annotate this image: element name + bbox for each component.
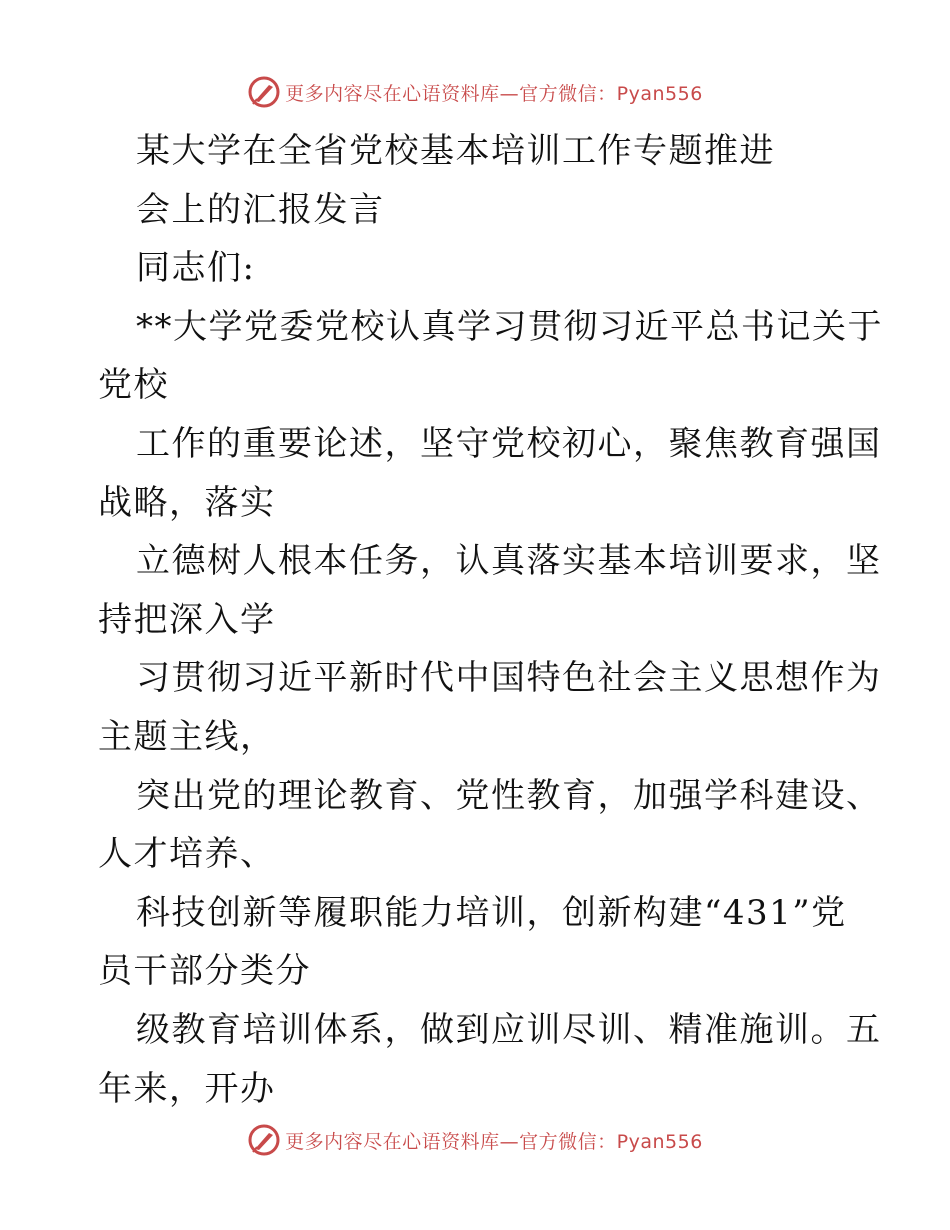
paragraph-line: 级教育培训体系，做到应训尽训、精准施训。五	[136, 1009, 882, 1050]
header-banner	[0, 72, 950, 112]
banner-wechat-id: Pyan556	[616, 1130, 703, 1153]
quill-pen-logo-icon	[247, 75, 281, 109]
banner-text	[285, 1127, 703, 1154]
document-body	[98, 122, 883, 1118]
paragraph-line: 党校	[98, 365, 169, 406]
footer-banner	[0, 1120, 950, 1160]
paragraph-line: 科技创新等履职能力培训，创新构建“431”党	[136, 892, 847, 933]
paragraph-line: 主题主线，	[98, 716, 276, 757]
banner-wechat-id: Pyan556	[616, 82, 703, 105]
paragraph-line: 突出党的理论教育、党性教育，加强学科建设、	[136, 775, 882, 816]
paragraph-line: 立德树人根本任务，认真落实基本培训要求，坚	[136, 541, 882, 582]
banner-promo-text: 更多内容尽在心语资料库—官方微信：	[285, 82, 617, 105]
quill-pen-logo-icon	[247, 1123, 281, 1157]
paragraph-line: 人才培养、	[98, 834, 276, 875]
paragraph-line: 持把深入学	[98, 599, 276, 640]
document-title-line-1: 某大学在全省党校基本培训工作专题推进	[136, 131, 775, 171]
salutation: 同志们:	[136, 248, 256, 289]
paragraph-line: 员干部分类分	[98, 951, 311, 992]
paragraph-line: **大学党委党校认真学习贯彻习近平总书记关于	[136, 306, 883, 347]
paragraph-line: 习贯彻习近平新时代中国特色社会主义思想作为	[136, 658, 882, 699]
document-title-line-2: 会上的汇报发言	[136, 189, 385, 230]
banner-promo-text: 更多内容尽在心语资料库—官方微信：	[285, 1130, 617, 1153]
paragraph-line: 工作的重要论述，坚守党校初心，聚焦教育强国	[136, 423, 882, 464]
paragraph-line: 年来，开办	[98, 1068, 276, 1109]
paragraph-line: 战略，落实	[98, 482, 276, 523]
banner-text	[285, 79, 703, 106]
